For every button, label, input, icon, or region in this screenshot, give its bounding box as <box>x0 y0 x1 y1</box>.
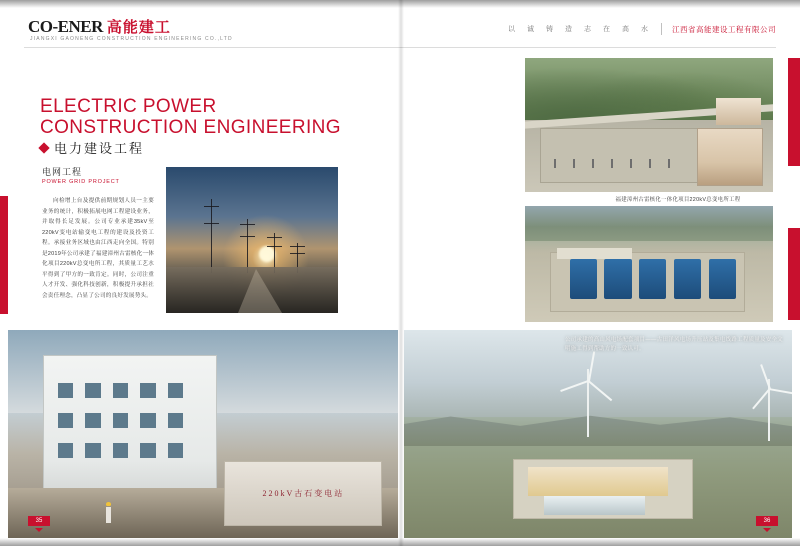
red-accent-bar-mid-right <box>788 228 800 320</box>
motto-char-1: 以 <box>508 26 518 33</box>
sun-glow <box>259 246 275 262</box>
tank-3 <box>639 259 666 298</box>
switchgear-6 <box>649 159 651 168</box>
window <box>113 443 128 458</box>
motto-char-8: 水 <box>641 26 651 33</box>
company-logo <box>28 16 171 37</box>
page-title-cn-text: 电力建设工程 <box>54 141 145 156</box>
motto-char-5: 志 <box>584 26 594 33</box>
tank-1 <box>570 259 597 298</box>
tank-2 <box>604 259 631 298</box>
page-number-left-value: 35 <box>28 516 50 526</box>
window <box>85 413 100 428</box>
page-number-marker-icon <box>35 528 43 532</box>
logo-text-en: CO-ENER <box>28 16 103 36</box>
worker-figure <box>106 507 111 523</box>
switchgear-4 <box>611 159 613 168</box>
page-edge-bottom <box>0 538 800 546</box>
page-title-cn <box>40 138 144 157</box>
plant-roof <box>557 248 631 260</box>
page-edge-top <box>0 0 800 8</box>
window <box>113 413 128 428</box>
window <box>85 443 100 458</box>
wind-substation-building <box>528 467 668 496</box>
page-title-en-line1: ELECTRIC POWER <box>40 96 217 117</box>
body-paragraph: 向检增上台及提供前期规划人员一主要业务的统计，积极拓展电网工程建设业务，并取得长足发展。公司专业承建35kV至220kV变电站输变电工程的建设及投资工程。承接业务区域也由江西走向全国。特别是2019年公司承建了福建漳州古雷核化一体化项目220kV总变电所工程，其质量工艺水平得到了甲方的一致肯定。同时，公司注重人才开发、强化科技创新，积极提升承担社会责任理念，凸显了公司的良好发展势头。 <box>42 198 154 299</box>
control-building <box>697 128 763 186</box>
diamond-bullet-icon <box>38 142 49 153</box>
subsection-title-cn: 电网工程 <box>42 167 83 177</box>
turbine-blade <box>588 380 612 401</box>
road-foreground <box>166 267 338 313</box>
motto-char-4: 造 <box>565 26 575 33</box>
window <box>140 443 155 458</box>
motto-char-3: 铸 <box>546 26 556 33</box>
motto-char-2: 诚 <box>527 26 537 33</box>
header-motto <box>508 24 651 34</box>
substation-aerial-photo <box>525 58 773 192</box>
red-accent-bar-top-right <box>788 58 800 166</box>
body-text <box>42 196 154 301</box>
header-divider <box>661 23 662 35</box>
red-accent-bar-left <box>0 196 8 314</box>
motto-char-6: 在 <box>603 26 613 33</box>
wind-turbine-1 <box>559 351 617 437</box>
window <box>140 383 155 398</box>
window <box>58 383 73 398</box>
wind-farm-photo <box>404 330 792 538</box>
pylon-2 <box>247 219 248 273</box>
wind-substation-annex <box>544 496 645 515</box>
page-number-right <box>756 516 778 532</box>
header-company-name: 江西省高能建设工程有限公司 <box>672 24 776 34</box>
turbine-blade <box>770 388 792 394</box>
mountain-band <box>525 206 773 241</box>
switchgear-1 <box>554 159 556 168</box>
logo-text-cn: 高能建工 <box>106 19 171 36</box>
substation-photo-caption: 福建漳州古雷核化一体化项目220kV总变电所工程 <box>615 197 741 203</box>
wind-photo-caption: 公司承建的高山风电场配套项目——古田洋风电场升压站及集电线路工程质量及安全文明施工得到帮助方的一致认可。 <box>565 337 783 352</box>
power-plant-aerial-photo <box>525 206 773 322</box>
page-number-right-value: 36 <box>756 516 778 526</box>
turbine-blade <box>761 365 771 390</box>
logo-subtitle: JIANGXI GAONENG CONSTRUCTION ENGINEERING CO.,LTD <box>30 36 233 42</box>
window <box>58 443 73 458</box>
page-number-left <box>28 516 50 532</box>
header-rule <box>24 47 776 48</box>
window <box>113 383 128 398</box>
switchgear-7 <box>668 159 670 168</box>
turbine-blade <box>588 351 595 381</box>
window <box>58 413 73 428</box>
window <box>168 413 183 428</box>
header-right-block <box>508 23 776 35</box>
switchgear-2 <box>573 159 575 168</box>
window <box>168 383 183 398</box>
turbine-blade <box>561 380 590 392</box>
pylon-1 <box>211 199 212 273</box>
window <box>140 413 155 428</box>
window <box>168 443 183 458</box>
tank-4 <box>674 259 701 298</box>
tank-5 <box>709 259 736 298</box>
building-sign-main: 220kV古石变电站 <box>224 461 382 525</box>
page-number-marker-icon <box>763 528 771 532</box>
switchgear-5 <box>630 159 632 168</box>
wind-turbine-2 <box>745 363 792 441</box>
switchyard <box>540 128 701 184</box>
motto-char-7: 高 <box>622 26 632 33</box>
office-building <box>43 355 217 507</box>
switchgear-3 <box>592 159 594 168</box>
subsection-title-en: POWER GRID PROJECT <box>42 179 120 185</box>
window <box>85 383 100 398</box>
upper-building <box>716 98 761 125</box>
transmission-line-sunset-photo <box>166 167 338 313</box>
page-title-en-line2: CONSTRUCTION ENGINEERING <box>40 117 341 138</box>
page-title-en <box>40 96 341 138</box>
substation-building-photo <box>8 330 398 538</box>
